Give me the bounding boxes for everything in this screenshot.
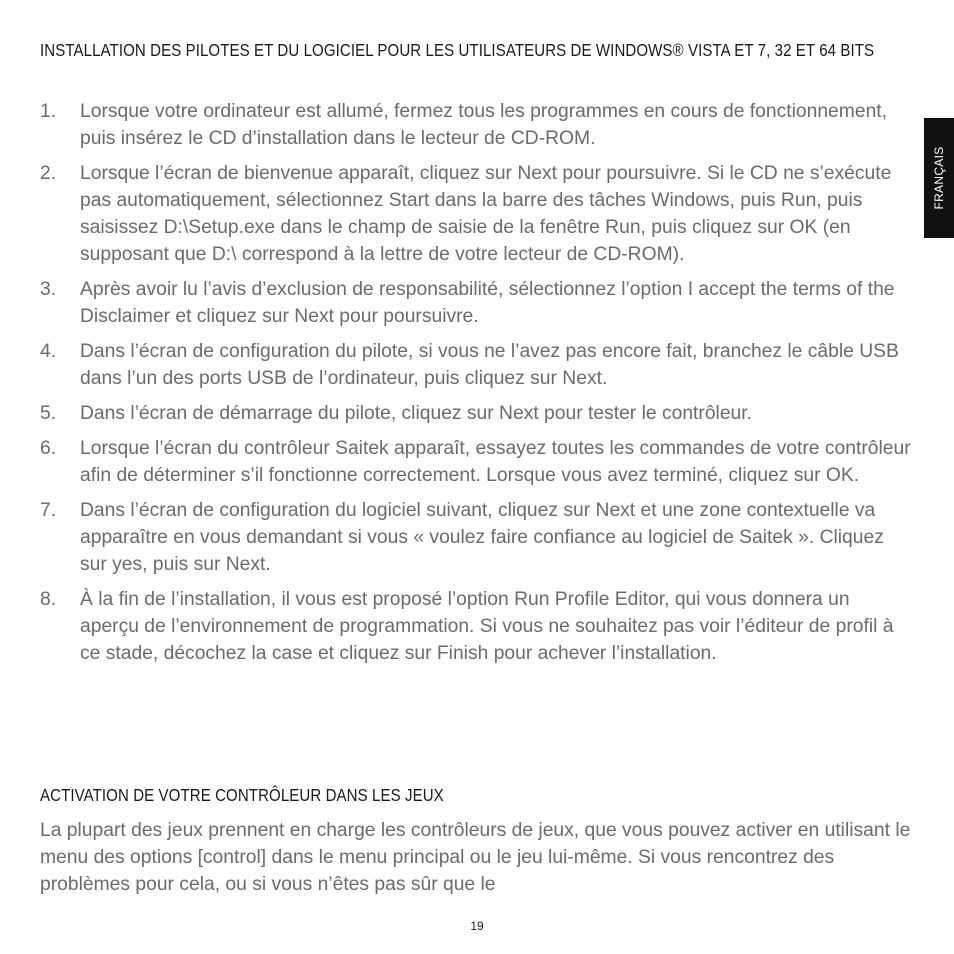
list-item: [40, 497, 912, 578]
step-number: 2.: [40, 163, 57, 184]
list-item: [40, 338, 912, 392]
section-heading-installation: INSTALLATION DES PILOTES ET DU LOGICIEL POUR LES UTILISATEURS DE WINDOWS® VISTA ET 7, 32 ET 64 BITS: [40, 40, 875, 60]
step-number: 3.: [40, 279, 57, 300]
step-number: 8.: [40, 589, 57, 610]
step-text: Lorsque l’écran du contrôleur Saitek apparaît, essayez toutes les commandes de votre contrôleur afin de déterminer s’il fonctionne correctement. Lorsque vous avez terminé, cliquez sur OK.: [80, 438, 911, 486]
language-tab-label: FRANÇAIS: [932, 146, 946, 210]
list-item: [40, 98, 912, 152]
step-text: Dans l’écran de configuration du pilote, si vous ne l’avez pas encore fait, branchez le câble USB dans l’un des ports USB de l’ordinateur, puis cliquez sur Next.: [80, 341, 899, 389]
step-text: Dans l’écran de configuration du logiciel suivant, cliquez sur Next et une zone contextuelle va apparaître en vous demandant si vous « voulez faire confiance au logiciel de Saitek ». Cliquez sur yes, puis sur Next.: [80, 500, 884, 575]
step-text: Dans l’écran de démarrage du pilote, cliquez sur Next pour tester le contrôleur.: [80, 403, 752, 424]
list-item: [40, 276, 912, 330]
page-number: 19: [470, 919, 484, 933]
step-number: 7.: [40, 500, 57, 521]
step-text: À la fin de l’installation, il vous est proposé l’option Run Profile Editor, qui vous donnera un aperçu de l’environnement de programmation. Si vous ne souhaitez pas voir l’éditeur de profil à ce stade, décochez la case et cliquez sur Finish pour achever l’installation.: [80, 589, 894, 664]
list-item: [40, 586, 912, 667]
installation-steps-list: [40, 98, 912, 675]
step-text: Lorsque votre ordinateur est allumé, fermez tous les programmes en cours de fonctionnement, puis insérez le CD d’installation dans le lecteur de CD-ROM.: [80, 101, 888, 149]
step-number: 6.: [40, 438, 57, 459]
language-tab: [924, 118, 954, 238]
list-item: [40, 435, 912, 489]
step-number: 5.: [40, 403, 57, 424]
activation-paragraph: La plupart des jeux prennent en charge les contrôleurs de jeux, que vous pouvez activer en utilisant le menu des options [control] dans le menu principal ou le jeu lui-même. Si vous rencontrez des problèmes pour cela, ou si vous n’êtes pas sûr que le: [40, 820, 911, 895]
step-text: Après avoir lu l’avis d’exclusion de responsabilité, sélectionnez l’option I accept the terms of the Disclaimer et cliquez sur Next pour poursuivre.: [80, 279, 895, 327]
list-item: [40, 400, 912, 427]
list-item: [40, 160, 912, 268]
step-number: 4.: [40, 341, 57, 362]
step-number: 1.: [40, 101, 57, 122]
section-heading-activation: ACTIVATION DE VOTRE CONTRÔLEUR DANS LES JEUX: [40, 785, 444, 805]
step-text: Lorsque l’écran de bienvenue apparaît, cliquez sur Next pour poursuivre. Si le CD ne s’exécute pas automatiquement, sélectionnez Start dans la barre des tâches Windows, puis Run, puis saisissez D:\Setup.exe dans le champ de saisie de la fenêtre Run, puis cliquez sur OK (en supposant que D:\ correspond à la lettre de votre lecteur de CD-ROM).: [80, 163, 892, 265]
